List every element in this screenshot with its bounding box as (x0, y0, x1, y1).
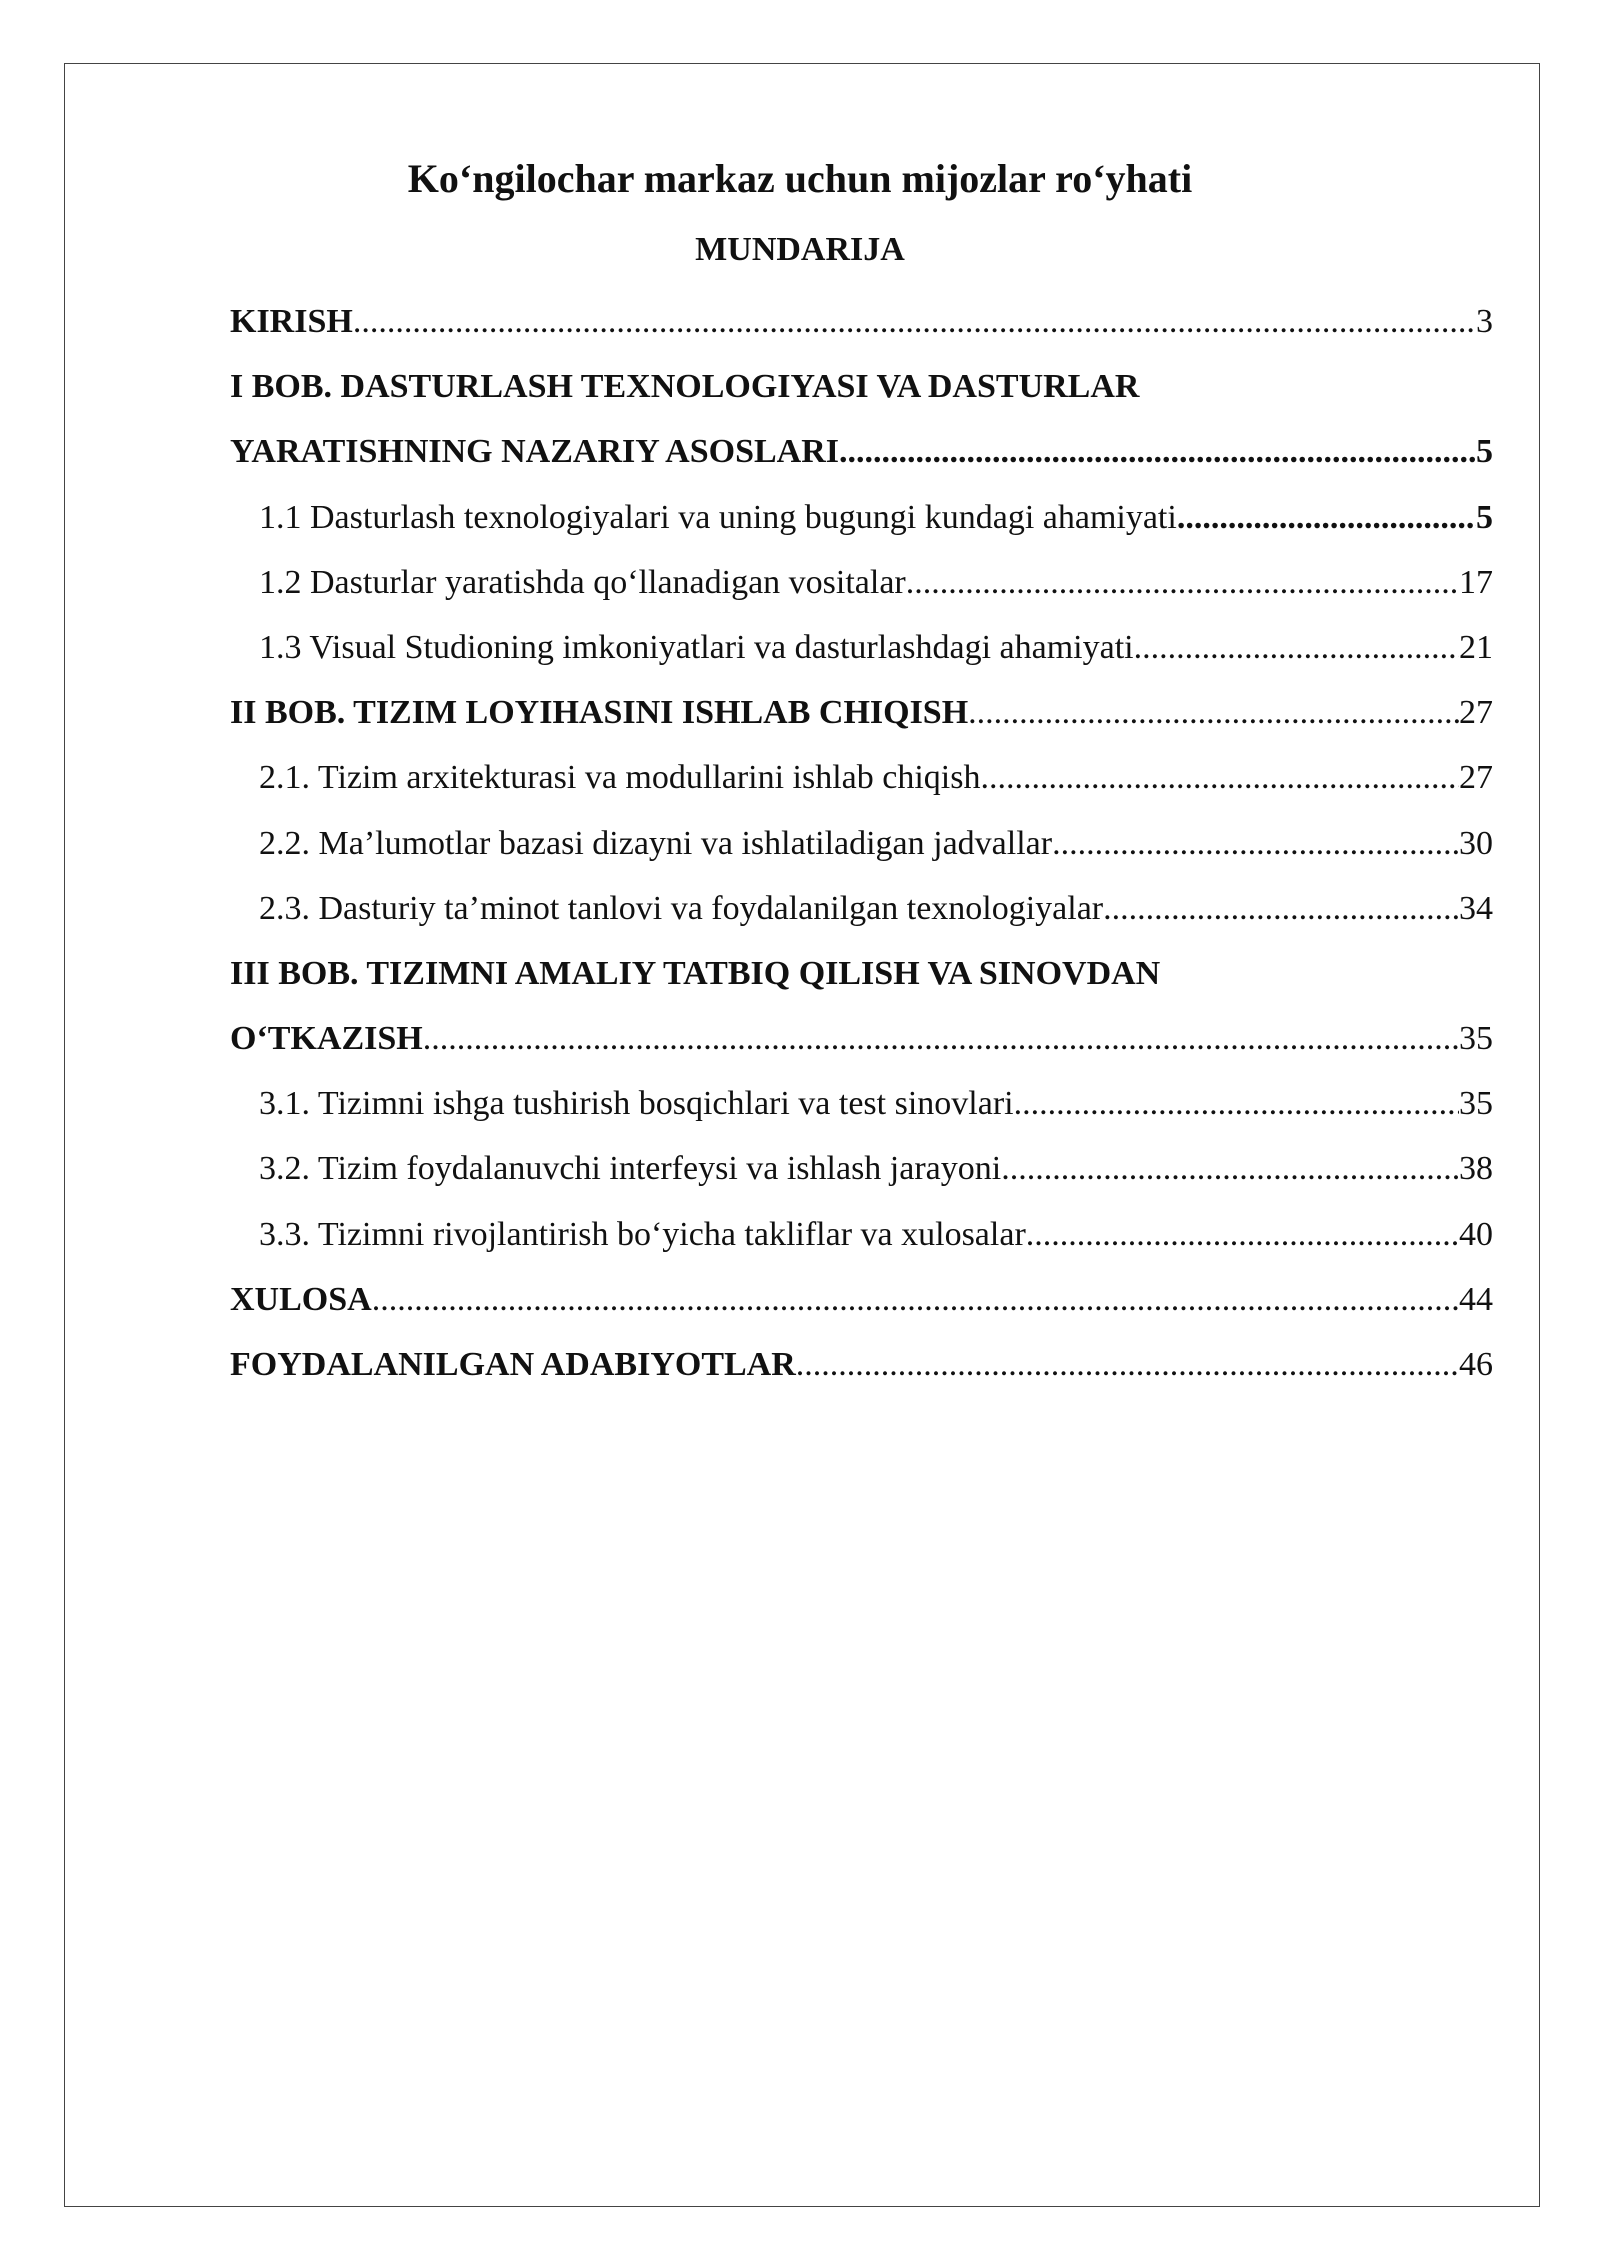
toc-page-number: 17 (1459, 563, 1493, 601)
dot-leader (981, 745, 1460, 810)
toc-entry-section-2-2[interactable] (230, 811, 1493, 876)
toc-entry-title: 2.2. Ma’lumotlar bazasi dizayni va ishlatiladigan jadvallar (259, 824, 1053, 862)
toc-page-number: 38 (1459, 1150, 1493, 1188)
toc-page-number: 34 (1459, 889, 1493, 927)
toc-entry-section-3-2[interactable] (230, 1136, 1493, 1201)
toc-entry-title: KIRISH (230, 303, 353, 340)
toc-entry-kirish[interactable] (230, 289, 1493, 354)
toc-entry-title: YARATISHNING NAZARIY ASOSLARI (230, 433, 839, 471)
toc-page-number: 3 (1476, 303, 1493, 340)
toc-entry-title: 2.3. Dasturiy ta’minot tanlovi va foydalanilgan texnologiyalar (259, 889, 1104, 927)
toc-entry-adabiyotlar[interactable] (230, 1332, 1493, 1397)
toc-entry-title: II BOB. TIZIM LOYIHASINI ISHLAB CHIQISH (230, 694, 969, 732)
dot-leader (796, 1332, 1459, 1397)
dot-leader (1177, 485, 1476, 550)
dot-leader (372, 1267, 1459, 1332)
dot-leader (839, 419, 1476, 484)
toc-entry-title: FOYDALANILGAN ADABIYOTLAR (230, 1346, 796, 1383)
toc-entry-chapter-3-line-2[interactable] (230, 1006, 1493, 1071)
toc-entry-section-3-1[interactable] (230, 1071, 1493, 1136)
toc-page-number: 21 (1459, 628, 1493, 666)
toc-entry-section-1-3[interactable] (230, 615, 1493, 680)
toc-entry-xulosa[interactable] (230, 1267, 1493, 1332)
document-title: Ko‘ngilochar markaz uchun mijozlar ro‘yhati (407, 156, 1193, 201)
toc-page-number: 27 (1459, 694, 1493, 732)
toc-entry-section-3-3[interactable] (230, 1202, 1493, 1267)
toc-entry-title: 1.3 Visual Studioning imkoniyatlari va dasturlashdagi ahamiyati (259, 628, 1134, 666)
toc-entry-title: 1.2 Dasturlar yaratishda qo‘llanadigan vositalar (259, 563, 906, 601)
dot-leader (1103, 876, 1459, 941)
toc-page-number: 5 (1476, 433, 1493, 471)
dot-leader (1134, 615, 1459, 680)
dot-leader (968, 680, 1459, 745)
toc-entry-title: 3.2. Tizim foydalanuvchi interfeysi va ishlash jarayoni (259, 1150, 1002, 1188)
toc-entry-title: 1.1 Dasturlash texnologiyalari va uning bugungi kundagi ahamiyati (259, 498, 1177, 536)
toc-entry-section-1-2[interactable] (230, 550, 1493, 615)
toc-entry-title: O‘TKAZISH (230, 1020, 423, 1058)
toc-entry-chapter-3-line-1[interactable] (230, 941, 1493, 1006)
dot-leader (423, 1006, 1459, 1071)
toc-page-number: 40 (1459, 1215, 1493, 1253)
toc-entry-title: 3.3. Tizimni rivojlantirish bo‘yicha takliflar va xulosalar (259, 1215, 1026, 1253)
toc-entry-title: I BOB. DASTURLASH TEXNOLOGIYASI VA DASTURLAR (230, 368, 1140, 406)
toc-heading: MUNDARIJA (695, 231, 905, 268)
toc-page-number: 5 (1476, 498, 1493, 536)
toc-page-number: 46 (1459, 1346, 1493, 1383)
toc-entry-section-2-3[interactable] (230, 876, 1493, 941)
toc-entry-chapter-1-line-1[interactable] (230, 354, 1493, 419)
toc-entry-chapter-2[interactable] (230, 680, 1493, 745)
toc-page-number: 35 (1459, 1085, 1493, 1123)
toc-entry-title: 3.1. Tizimni ishga tushirish bosqichlari va test sinovlari (259, 1085, 1014, 1123)
toc-page-number: 30 (1459, 824, 1493, 862)
toc-page-number: 27 (1459, 759, 1493, 797)
table-of-contents (230, 289, 1493, 1397)
dot-leader (1026, 1202, 1459, 1267)
toc-entry-section-1-1[interactable] (230, 485, 1493, 550)
toc-page-number: 35 (1459, 1020, 1493, 1058)
dot-leader (353, 289, 1476, 354)
dot-leader (1052, 811, 1459, 876)
toc-page-number: 44 (1459, 1280, 1493, 1318)
toc-entry-section-2-1[interactable] (230, 745, 1493, 810)
toc-entry-title: 2.1. Tizim arxitekturasi va modullarini ishlab chiqish (259, 759, 981, 797)
toc-entry-chapter-1-line-2[interactable] (230, 419, 1493, 484)
dot-leader (1001, 1136, 1459, 1201)
toc-entry-title: III BOB. TIZIMNI AMALIY TATBIQ QILISH VA SINOVDAN (230, 954, 1161, 992)
toc-entry-title: XULOSA (230, 1280, 372, 1318)
dot-leader (906, 550, 1459, 615)
dot-leader (1014, 1071, 1459, 1136)
